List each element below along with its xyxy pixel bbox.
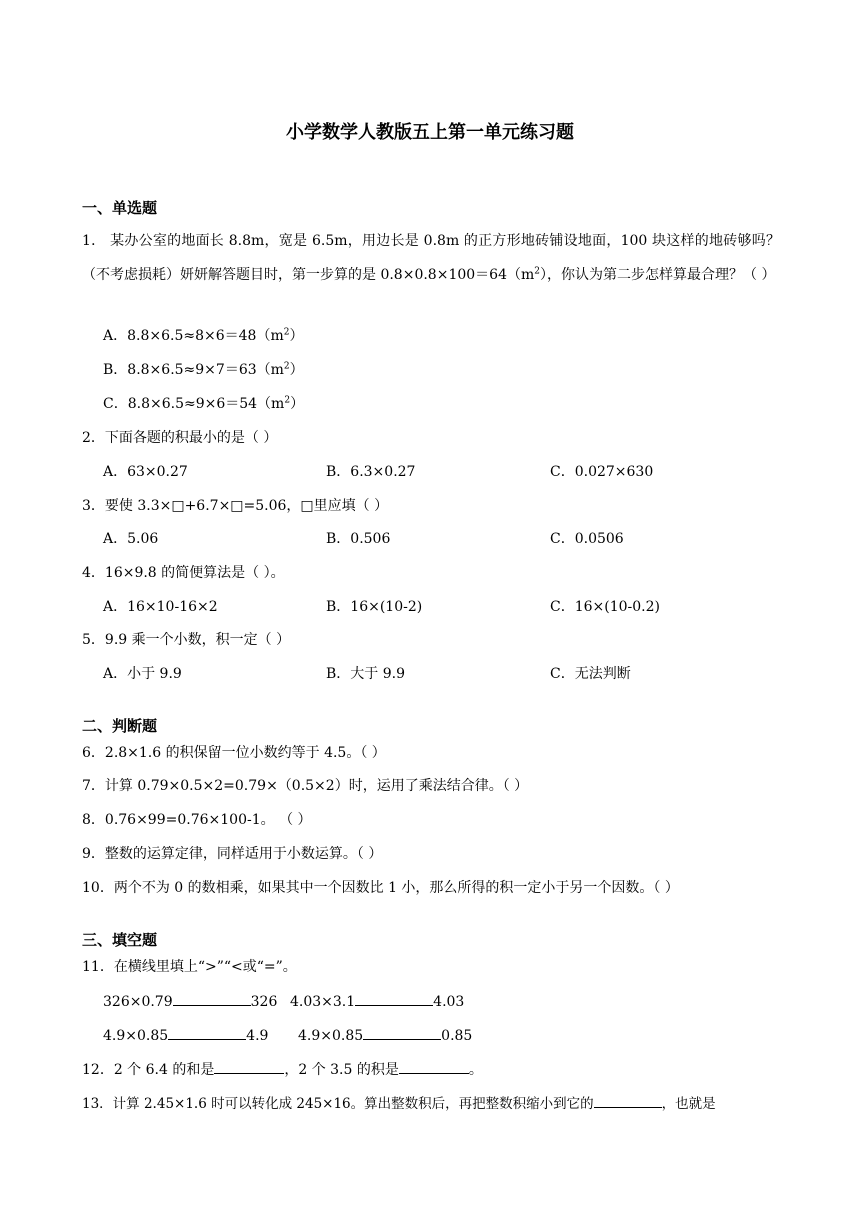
q3-option-c: C．0.0506	[550, 531, 624, 547]
answer-blank[interactable]	[594, 1093, 662, 1108]
question-1-text-a: 1． 某办公室的地面长 8.8m，宽是 6.5m，用边长是 0.8m 的正方形地砖铺设地面，100 块这样的地砖够吗？（不考虑损耗）妍妍解答题目时，第一步算的是 0.8×0.8×100＝64（m	[82, 233, 780, 283]
q4-option-a: A．16×10-16×2	[103, 599, 218, 615]
question-8: 8．0.76×99=0.76×100-1。 （ ）	[82, 812, 312, 828]
question-9: 9．整数的运算定律，同样适用于小数运算。（ ）	[82, 846, 383, 862]
question-6: 6．2.8×1.6 的积保留一位小数约等于 4.5。（ ）	[82, 745, 386, 761]
q1-option-b: B．$8.8\times 6.5\approx 9\times 7=63(m^2)$	[103, 361, 304, 378]
question-5-stem: 5．9.9 乘一个小数，积一定（ ）	[82, 632, 291, 648]
answer-blank[interactable]	[168, 1025, 246, 1040]
answer-blank[interactable]	[214, 1059, 284, 1074]
q11-row-2-right: 4.9×0.85 0.85	[298, 1025, 472, 1046]
q2-option-b: B．6.3×0.27	[326, 464, 416, 480]
answer-blank[interactable]	[399, 1059, 469, 1074]
q11-row-1-left: 326×0.79 326	[103, 991, 277, 1012]
question-1-text-b: ），你认为第二步怎样算最合理？（ ）	[540, 267, 776, 283]
q11-row-2-left: 4.9×0.85 4.9	[103, 1025, 268, 1046]
q5-option-c: C．无法判断	[550, 666, 631, 682]
q5-option-a: A．小于 9.9	[103, 666, 182, 682]
q5-option-b: B．大于 9.9	[326, 666, 406, 682]
question-1	[82, 224, 780, 292]
question-3-stem: 3．要使 3.3×□+6.7×□=5.06，□里应填（ ）	[82, 498, 389, 514]
question-7: 7．计算 0.79×0.5×2=0.79×（0.5×2）时，运用了乘法结合律。（ ）	[82, 778, 529, 794]
q3-option-b: B．0.506	[326, 531, 391, 547]
q3-option-a: A．5.06	[103, 531, 159, 547]
answer-blank[interactable]	[173, 991, 251, 1006]
q4-option-b: B．16×(10-2)	[326, 599, 423, 615]
q2-option-a: A．63×0.27	[103, 464, 188, 480]
question-11-stem: 11．在横线里填上“>”“<或“=”。	[82, 959, 297, 975]
answer-blank[interactable]	[363, 1025, 441, 1040]
page-title: 小学数学人教版五上第一单元练习题	[286, 122, 574, 143]
question-1-sup: 2	[534, 266, 540, 277]
q4-option-c: C．16×(10-0.2)	[550, 599, 660, 615]
question-10: 10．两个不为 0 的数相乘，如果其中一个因数比 1 小，那么所得的积一定小于另一个因数。（ ）	[82, 880, 679, 896]
section-heading-true-false: 二、判断题	[82, 717, 158, 735]
section-heading-single-choice: 一、单选题	[82, 199, 158, 217]
q11-row-1-right: 4.03×3.1 4.03	[290, 991, 464, 1012]
q2-option-c: C．0.027×630	[550, 464, 654, 480]
question-2-stem: 2．下面各题的积最小的是（ ）	[82, 430, 278, 446]
answer-blank[interactable]	[355, 991, 433, 1006]
q1-option-c: C．$8.8\times 6.5\approx 9\times 6=54(m^2)$	[103, 395, 305, 412]
question-4-stem: 4．16×9.8 的简便算法是（ ）。	[82, 565, 285, 581]
question-12: 12．2 个 6.4 的和是 ，2 个 3.5 的积是 。	[82, 1059, 483, 1080]
question-13: 13．计算 2.45×1.6 时可以转化成 245×16。算出整数积后，再把整数积缩小到它的 ，也就是	[82, 1093, 716, 1114]
section-heading-fill-in: 三、填空题	[82, 931, 158, 949]
q1-option-a: A．$8.8\times 6.5\approx 8\times 6=48(m^2)$	[103, 327, 304, 344]
